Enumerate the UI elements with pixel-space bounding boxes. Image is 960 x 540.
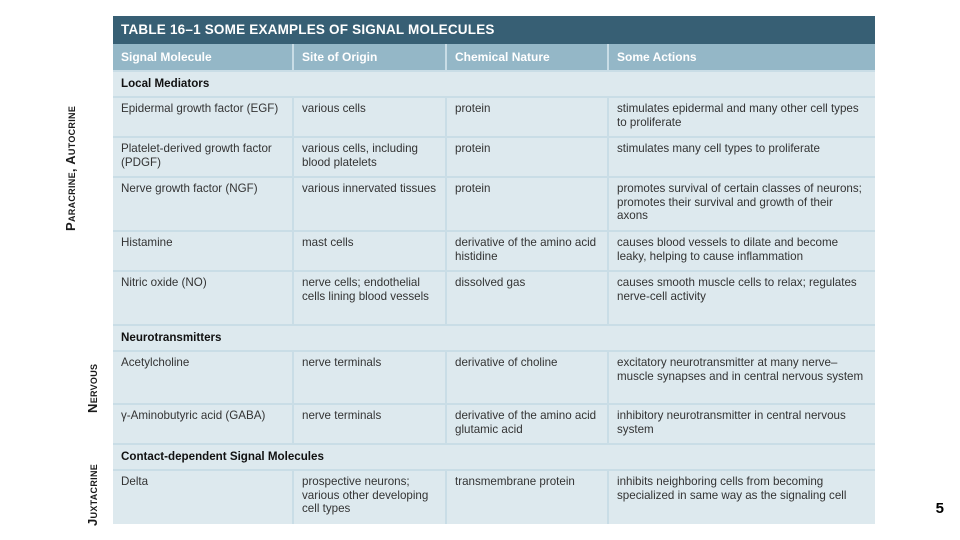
cell-site-of-origin: prospective neurons; various other developing cell types <box>294 471 445 524</box>
signal-molecules-table <box>113 16 875 524</box>
cell-site-of-origin: mast cells <box>294 232 445 270</box>
cell-chemical-nature: derivative of the amino acid histidine <box>447 232 607 270</box>
cell-signal-molecule: γ-Aminobutyric acid (GABA) <box>113 405 292 443</box>
paracrine-autocrine-label <box>63 105 78 231</box>
cell-chemical-nature: derivative of the amino acid glutamic acid <box>447 405 607 443</box>
cell-site-of-origin: various cells <box>294 98 445 136</box>
header-chemical-nature: Chemical Nature <box>447 44 607 70</box>
cell-some-actions: promotes survival of certain classes of neurons; promotes their survival and growth of their axons <box>609 178 875 230</box>
cell-signal-molecule: Nerve growth factor (NGF) <box>113 178 292 230</box>
juxtacrine-text: Juxtacrine <box>85 463 100 526</box>
cell-chemical-nature: derivative of choline <box>447 352 607 403</box>
cell-signal-molecule: Histamine <box>113 232 292 270</box>
table-row <box>113 232 875 270</box>
juxtacrine-label <box>86 436 99 526</box>
cell-chemical-nature: dissolved gas <box>447 272 607 324</box>
cell-signal-molecule: Nitric oxide (NO) <box>113 272 292 324</box>
cell-some-actions: inhibitory neurotransmitter in central nervous system <box>609 405 875 443</box>
cell-some-actions: stimulates epidermal and many other cell types to proliferate <box>609 98 875 136</box>
cell-site-of-origin: nerve cells; endothelial cells lining blood vessels <box>294 272 445 324</box>
slide-number: 5 <box>935 500 944 517</box>
cell-chemical-nature: transmembrane protein <box>447 471 607 524</box>
cell-signal-molecule: Acetylcholine <box>113 352 292 403</box>
cell-site-of-origin: nerve terminals <box>294 352 445 403</box>
cell-chemical-nature: protein <box>447 138 607 176</box>
table-row <box>113 178 875 230</box>
cell-chemical-nature: protein <box>447 98 607 136</box>
table-row <box>113 272 875 324</box>
table-title: TABLE 16–1 SOME EXAMPLES OF SIGNAL MOLECULES <box>113 16 875 44</box>
cell-chemical-nature: protein <box>447 178 607 230</box>
section-contact-dependent: Contact-dependent Signal Molecules <box>113 445 875 469</box>
cell-signal-molecule: Delta <box>113 471 292 524</box>
section-neurotransmitters: Neurotransmitters <box>113 326 875 350</box>
nervous-label <box>86 343 99 413</box>
header-site-of-origin: Site of Origin <box>294 44 445 70</box>
table-row <box>113 405 875 443</box>
cell-some-actions: causes smooth muscle cells to relax; regulates nerve-cell activity <box>609 272 875 324</box>
nervous-text: Nervous <box>85 363 100 413</box>
header-some-actions: Some Actions <box>609 44 875 70</box>
section-local-mediators: Local Mediators <box>113 72 875 96</box>
cell-some-actions: causes blood vessels to dilate and become leaky, helping to cause inflammation <box>609 232 875 270</box>
cell-signal-molecule: Platelet-derived growth factor (PDGF) <box>113 138 292 176</box>
table-header-row <box>113 44 875 70</box>
cell-site-of-origin: nerve terminals <box>294 405 445 443</box>
cell-site-of-origin: various cells, including blood platelets <box>294 138 445 176</box>
cell-site-of-origin: various innervated tissues <box>294 178 445 230</box>
table-row <box>113 98 875 136</box>
cell-signal-molecule: Epidermal growth factor (EGF) <box>113 98 292 136</box>
table-row <box>113 471 875 524</box>
paracrine-autocrine-text: Paracrine, Autocrine <box>63 105 78 231</box>
table-row <box>113 138 875 176</box>
table-row <box>113 352 875 403</box>
cell-some-actions: excitatory neurotransmitter at many nerve–muscle synapses and in central nervous system <box>609 352 875 403</box>
cell-some-actions: stimulates many cell types to proliferate <box>609 138 875 176</box>
cell-some-actions: inhibits neighboring cells from becoming specialized in same way as the signaling cell <box>609 471 875 524</box>
header-signal-molecule: Signal Molecule <box>113 44 292 70</box>
